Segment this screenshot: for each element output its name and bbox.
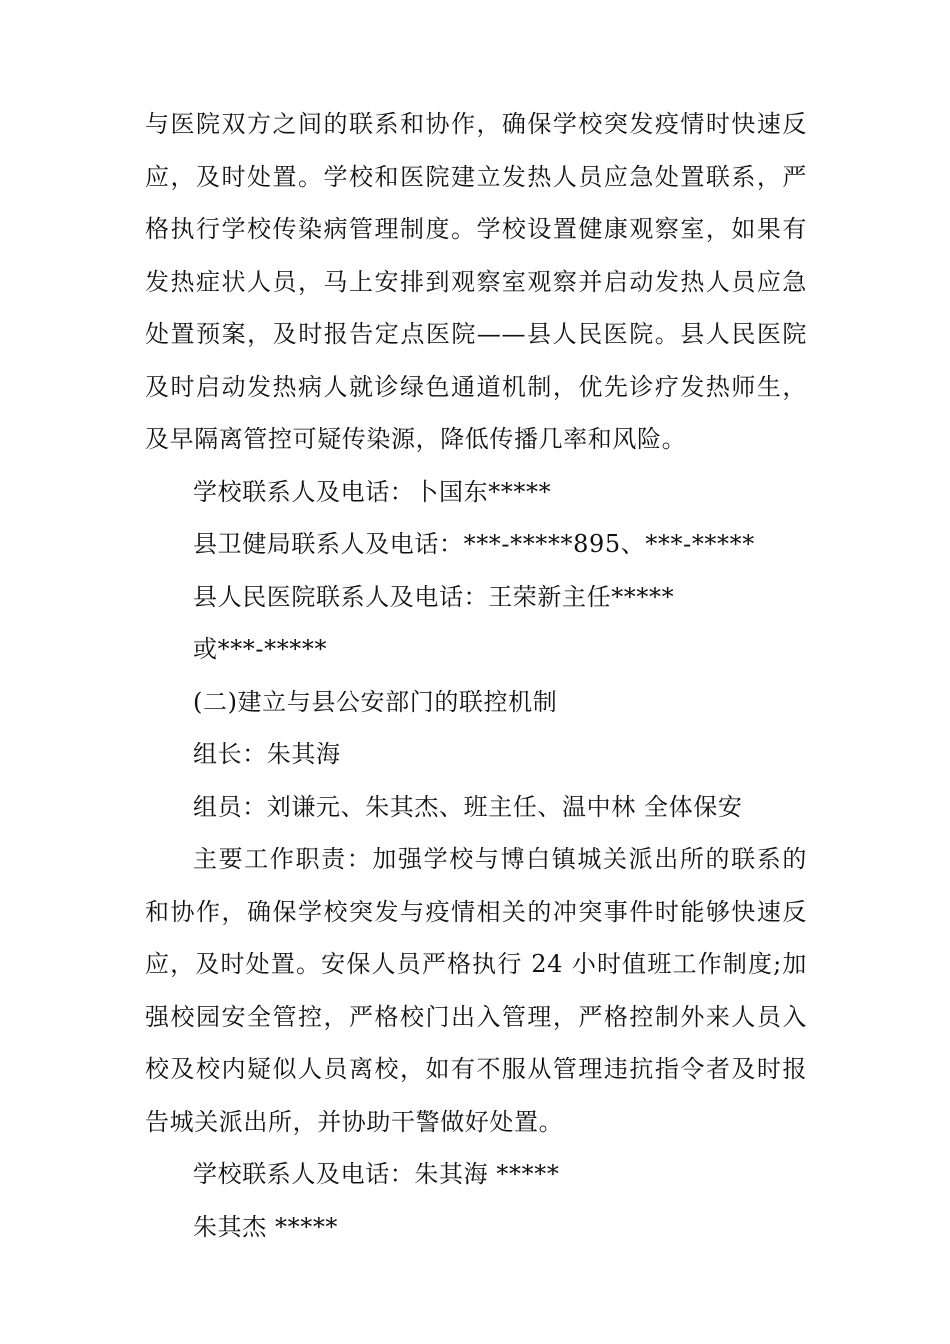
paragraph-group-members: 组员：刘谦元、朱其杰、班主任、温中林 全体保安 [193, 792, 743, 821]
paragraph-hospital-coordination: 与医院双方之间的联系和协作，确保学校突发疫情时快速反应，及时处置。学校和医院建立发热人员应急处置联系，严格执行学校传染病管理制度。学校设置健康观察室，如果有发热症状人员，马上安排到观察室观察并启动发热人员应急处置预案，及时报告定点医院——县人民医院。县人民医院及时启动发热病人就诊绿色通道机制，优先诊疗发热师生，及早隔离管控可疑传染源，降低传播几率和风险。 [145, 110, 807, 453]
paragraph-second-contact: 朱其杰 ***** [193, 1212, 339, 1241]
paragraph-health-bureau-contact: 县卫健局联系人及电话：***-*****895、***-***** [193, 530, 755, 558]
paragraph-main-duties: 主要工作职责：加强学校与博白镇城关派出所的联系的和协作，确保学校突发与疫情相关的冲突事件时能够快速反应，及时处置。安保人员严格执行 24 小时值班工作制度;加强校园安全管控，严格校门出入管理，严格控制外来人员入校及校内疑似人员离校，如有不服从管理违抗指令者及时报告城关派出所，并协助干警做好处置。 [145, 845, 807, 1136]
paragraph-school-contact: 学校联系人及电话：卜国东***** [193, 477, 552, 506]
paragraph-hospital-contact: 县人民医院联系人及电话：王荣新主任***** [193, 582, 675, 611]
section-heading-police-mechanism: (二)建立与县公安部门的联控机制 [193, 687, 558, 716]
paragraph-school-contact-2: 学校联系人及电话：朱其海 ***** [193, 1160, 560, 1188]
paragraph-alternate-phone: 或***-***** [193, 635, 328, 663]
document-body [145, 98, 807, 1253]
paragraph-group-leader: 组长：朱其海 [193, 740, 341, 768]
